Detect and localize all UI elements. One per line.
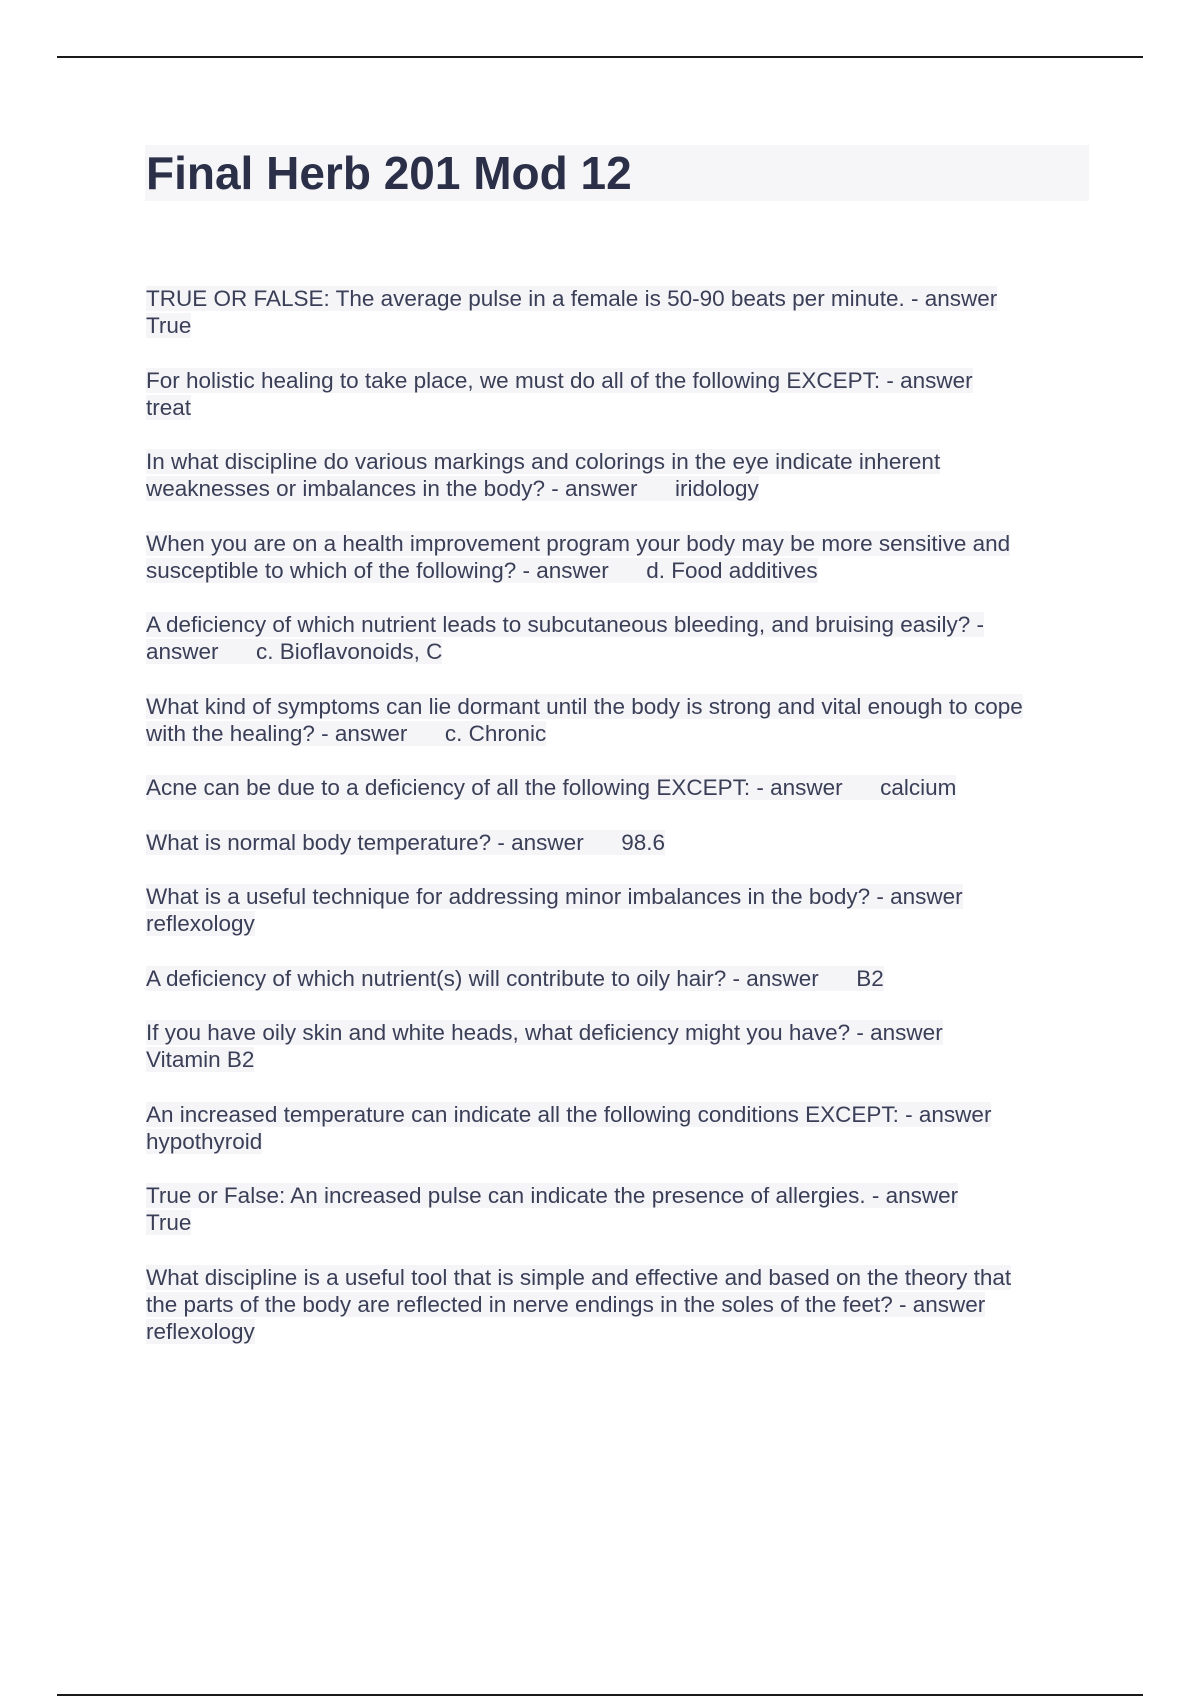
qa-line: A deficiency of which nutrient leads to subcutaneous bleeding, and bruising easily? -	[146, 612, 985, 637]
qa-line: TRUE OR FALSE: The average pulse in a female is 50-90 beats per minute. - answer	[146, 286, 998, 311]
qa-item	[146, 1264, 1091, 1345]
qa-line: What kind of symptoms can lie dormant until the body is strong and vital enough to cope	[146, 693, 1023, 719]
qa-line: weaknesses or imbalances in the body? - answer iridology	[146, 476, 759, 501]
qa-item	[146, 1182, 1091, 1236]
qa-line: answer c. Bioflavonoids, C	[146, 639, 443, 664]
qa-item	[146, 1101, 1091, 1155]
qa-line: In what discipline do various markings and colorings in the eye indicate inherent	[146, 449, 941, 474]
top-rule	[57, 56, 1143, 58]
qa-line: What is normal body temperature? - answer 98.6	[146, 829, 665, 855]
qa-line: reflexology	[146, 911, 255, 936]
qa-list	[146, 285, 1091, 1372]
qa-item	[146, 693, 1091, 747]
qa-line: the parts of the body are reflected in nerve endings in the soles of the feet? - answer	[146, 1291, 986, 1317]
qa-line: What is a useful technique for addressing minor imbalances in the body? - answer	[146, 884, 963, 909]
qa-line: True	[146, 1210, 192, 1235]
qa-line: A deficiency of which nutrient(s) will contribute to oily hair? - answer B2	[146, 965, 884, 991]
qa-item	[146, 367, 1091, 421]
qa-line: susceptible to which of the following? - answer d. Food additives	[146, 557, 818, 583]
qa-item	[146, 448, 1091, 502]
qa-line: Vitamin B2	[146, 1047, 255, 1072]
qa-item	[146, 285, 1091, 339]
qa-line: What discipline is a useful tool that is simple and effective and based on the theory that	[146, 1264, 1012, 1290]
qa-item	[146, 1019, 1091, 1073]
document-title: Final Herb 201 Mod 12	[146, 147, 632, 199]
qa-line: An increased temperature can indicate all the following conditions EXCEPT: - answer	[146, 1101, 992, 1127]
qa-item	[146, 965, 1091, 992]
qa-line: True	[146, 313, 192, 338]
qa-item	[146, 883, 1091, 937]
qa-item	[146, 530, 1091, 584]
qa-line: reflexology	[146, 1318, 255, 1344]
qa-line: treat	[146, 394, 192, 420]
qa-item	[146, 774, 1091, 801]
bottom-rule	[57, 1694, 1143, 1696]
qa-item	[146, 611, 1091, 665]
qa-line: with the healing? - answer c. Chronic	[146, 720, 547, 746]
qa-item	[146, 829, 1091, 856]
qa-line: For holistic healing to take place, we must do all of the following EXCEPT: - answer	[146, 367, 973, 393]
qa-line: If you have oily skin and white heads, what deficiency might you have? - answer	[146, 1020, 943, 1045]
qa-line: When you are on a health improvement program your body may be more sensitive and	[146, 530, 1011, 556]
qa-line: True or False: An increased pulse can indicate the presence of allergies. - answer	[146, 1183, 959, 1208]
qa-line: hypothyroid	[146, 1128, 263, 1154]
qa-line: Acne can be due to a deficiency of all the following EXCEPT: - answer calcium	[146, 775, 957, 800]
